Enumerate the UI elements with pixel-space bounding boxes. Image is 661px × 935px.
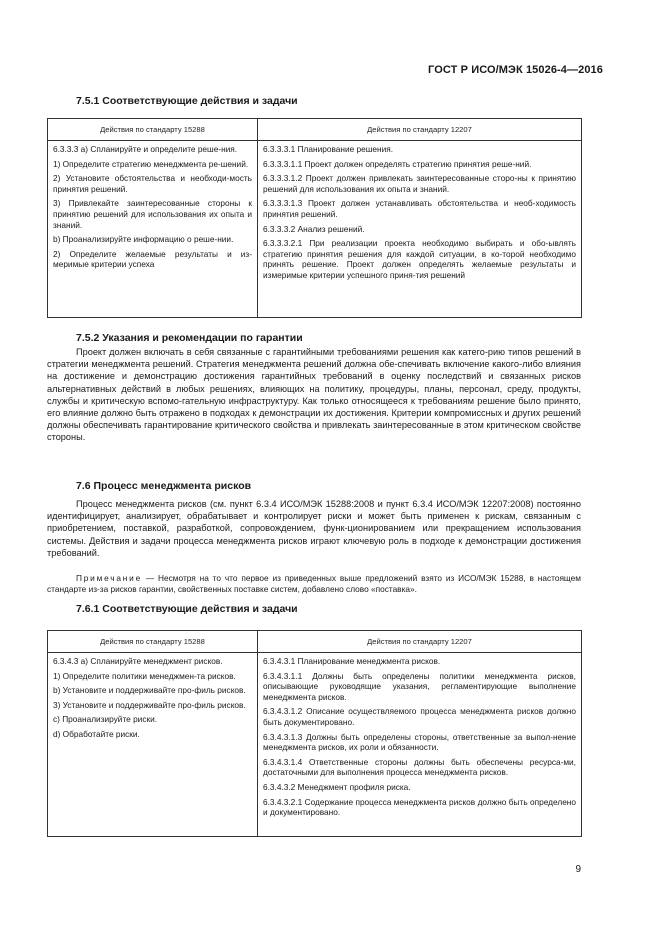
paragraph-76: Процесс менеджмента рисков (см. пункт 6.3.4 ИСО/МЭК 15288:2008 и пункт 6.3.4 ИСО/МЭК 12207:2008) постоянно идентифицирует, анализирует, обрабатывает и контролирует риски и может быть применен к рискам, связанным с приобретением, поставкой, разработкой, сопровождением, функ-ционированием или прекращением использования системы. Действия и задачи процесса менеджмента рисков играют ключевую роль в подходе к демонстрации достижения требований. bbox=[47, 499, 581, 558]
list-item: 6.3.4.3.1.1 Должны быть определены политики менеджмента рисков, описывающие руководящие указания, регламентирующие выполнение менеджмента рисков. bbox=[263, 670, 576, 702]
list-item: 6.3.3.3.2.1 При реализации проекта необходимо выбирать и обо-ывлять стратегию принятия решения для каждой ситуации, в ко-торой необходимо принять решение. Проект должен определять желаемые результаты и измеримые критерии успешного приня-тия решений bbox=[263, 238, 576, 280]
heading-752: 7.5.2 Указания и рекомендации по гарантии bbox=[76, 332, 303, 344]
table-header-row bbox=[48, 631, 582, 653]
note-label: Примечание bbox=[76, 573, 143, 583]
list-item: 2) Определите желаемые результаты и из-меримые критерии успеха bbox=[53, 248, 252, 270]
list-item: 6.3.4.3.2.1 Содержание процесса менеджмента рисков должно быть определено и документировано. bbox=[263, 796, 576, 818]
list-item: 6.3.3.3.2 Анализ решений. bbox=[263, 223, 365, 234]
list-item: c) Проанализируйте риски. bbox=[53, 714, 158, 725]
table-header-row bbox=[48, 119, 582, 141]
list-item: 6.3.4.3.1.4 Ответственные стороны должны быть обеспечены ресурса-ми, достаточными для выполнения процесса менеджмента рисков. bbox=[263, 756, 576, 778]
list-item: 3) Установите и поддерживайте про-филь рисков. bbox=[53, 699, 246, 710]
col-header-12207: Действия по стандарту 12207 bbox=[258, 119, 582, 141]
list-item: 3) Привлекайте заинтересованные стороны к принятию решений для использования их опыта и знаний. bbox=[53, 198, 252, 230]
table-751 bbox=[47, 118, 582, 318]
col-header-15288: Действия по стандарту 15288 bbox=[48, 631, 258, 653]
table-row bbox=[48, 141, 582, 318]
cell-15288 bbox=[48, 653, 258, 837]
standard-designation: ГОСТ Р ИСО/МЭК 15026-4—2016 bbox=[428, 64, 603, 76]
list-item: 6.3.4.3.1.2 Описание осуществляемого процесса менеджмента рисков должно быть документировано. bbox=[263, 706, 576, 727]
note-76 bbox=[47, 573, 581, 595]
list-item: 6.3.3.3 а) Спланируйте и определите реше-ния. bbox=[53, 144, 238, 154]
list-item: d) Обработайте риски. bbox=[53, 728, 140, 739]
table-row bbox=[48, 653, 582, 837]
list-item: 6.3.3.3.1 Планирование решения. bbox=[263, 144, 394, 154]
heading-76: 7.6 Процесс менеджмента рисков bbox=[76, 480, 252, 492]
list-item: 1) Определите стратегию менеджмента ре-шений. bbox=[53, 158, 249, 169]
note-text: — Несмотря на то что первое из приведенных выше предложений взято из ИСО/МЭК 15288, в настоящем стандарте из-за рисков гарантии, свойственных поставке систем, добавлено слово «поставка». bbox=[47, 573, 581, 595]
table-761 bbox=[47, 630, 582, 837]
list-item: 6.3.3.3.1.2 Проект должен привлекать заинтересованные сторо-ны к принятию решений для использования их опыта и знаний. bbox=[263, 173, 576, 194]
page-number: 9 bbox=[575, 864, 581, 875]
cell-15288 bbox=[48, 141, 258, 318]
list-item: 6.3.4.3.2 Менеджмент профиля риска. bbox=[263, 781, 411, 792]
list-item: 6.3.3.3.1.3 Проект должен устанавливать обстоятельства и необ-ходимость принятия решений. bbox=[263, 198, 576, 219]
list-item: 6.3.4.3 а) Спланируйте менеджмент рисков. bbox=[53, 656, 223, 666]
list-item: 2) Установите обстоятельства и необходи-мость принятия решений. bbox=[53, 173, 252, 194]
heading-751: 7.5.1 Соответствующие действия и задачи bbox=[76, 95, 298, 107]
list-item: 1) Определите политики менеджмен-та рисков. bbox=[53, 670, 236, 681]
list-item: 6.3.4.3.1.3 Должны быть определены стороны, ответственные за выпол-нение менеджмента рисков, их роли и обязанности. bbox=[263, 731, 576, 753]
col-header-12207: Действия по стандарту 12207 bbox=[258, 631, 582, 653]
cell-12207 bbox=[258, 653, 582, 837]
list-item: 6.3.3.3.1.1 Проект должен определять стратегию принятия реше-ний. bbox=[263, 158, 532, 169]
col-header-15288: Действия по стандарту 15288 bbox=[48, 119, 258, 141]
heading-761: 7.6.1 Соответствующие действия и задачи bbox=[76, 603, 298, 615]
paragraph-752: Проект должен включать в себя связанные с гарантийными требованиями решения как катего-рию типов решений в стратегии менеджмента решений. Стратегия менеджмента решений должна обе-спечивать включение какого-либо влияния на достижение и демонстрацию достижения гарантийных требований в оценку последствий и связанных рисков альтернативных действий в любых решениях, влияющих на политику, процедуры, планы, персонал, среду, продукты, службы и критическую вспомо-гательную инфраструктуру. Как только относящееся к требованиям решение было принято, его влияние должно быть отражено в подходах к демонстрации их достижения. Критерии компромиссных и других решений должны обеспечивать гарантирование критического свойства и привлекать заинтересованные в этом критическом свойстве стороны. bbox=[47, 347, 581, 443]
cell-12207 bbox=[258, 141, 582, 318]
list-item: 6.3.4.3.1 Планирование менеджмента рисков. bbox=[263, 656, 441, 666]
list-item: b) Установите и поддерживайте про-филь рисков. bbox=[53, 685, 246, 696]
list-item: b) Проанализируйте информацию о реше-нии. bbox=[53, 234, 234, 245]
